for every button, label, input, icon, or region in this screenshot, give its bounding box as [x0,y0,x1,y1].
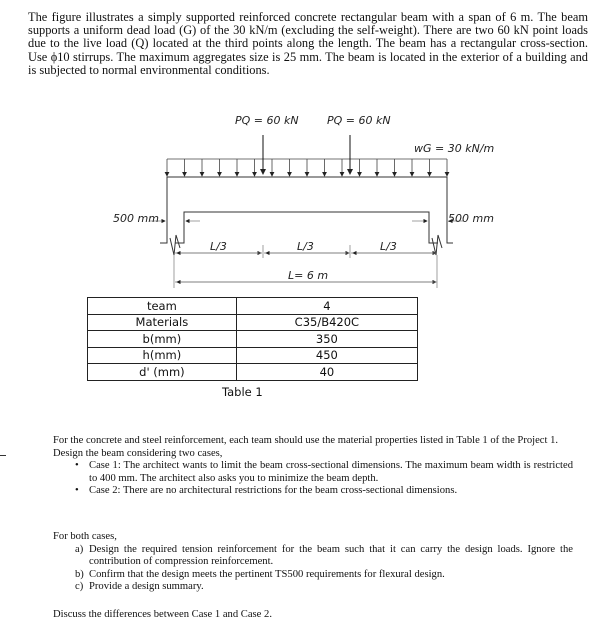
table-value-cell: 350 [236,331,417,348]
case-1-item: • Case 1: The architect wants to limit the beam cross-sectional dimensions. The maximum beam width is restricted to 400 mm. The architect also asks you to minimize the beam depth. [75,460,573,484]
point-load-label-1: PQ = 60 kN [235,114,299,127]
task-marker: c) [75,581,84,593]
both-cases-intro: For both cases, [53,531,117,542]
design-cases-intro: Design the beam considering two cases, [53,447,223,459]
case-2-text: Case 2: There are no architectural restrictions for the beam cross-sectional dimensions. [89,485,458,497]
task-text: Design the required tension reinforcement for the beam such that it can carry the design loads. Ignore the contribution of compression reinforcement. [89,543,573,568]
third-span-label-2: L/3 [297,240,314,253]
left-support-width-label: 500 mm [113,212,159,225]
table-caption: Table 1 [222,385,263,399]
task-item [53,544,573,569]
case-2-item: • Case 2: There are no architectural restrictions for the beam cross-sectional dimensions. [75,485,458,497]
table-value-cell: 40 [236,364,417,381]
distributed-load-label: wG = 30 kN/m [414,142,495,155]
table-row [88,347,418,364]
table-value-cell: 4 [236,298,417,315]
materials-note: For the concrete and steel reinforcement, each team should use the material properties listed in Table 1 of the Project 1. [53,435,559,446]
table-value-cell: 450 [236,347,417,364]
discussion-prompt: Discuss the differences between Case 1 and Case 2. [53,609,272,620]
table-label-cell: Materials [88,314,237,331]
third-span-label-3: L/3 [380,240,397,253]
instructions [53,435,573,498]
table-row [88,314,418,331]
table-row [88,364,418,381]
case-1-text: Case 1: The architect wants to limit the beam cross-sectional dimensions. The maximum beam width is restricted to 400 mm. The architect also asks you to minimize the beam depth. [89,460,573,484]
margin-mark [0,455,6,456]
table-label-cell: d' (mm) [88,364,237,381]
task-marker: a) [75,543,84,555]
table-label-cell: h(mm) [88,347,237,364]
third-span-label-1: L/3 [210,240,227,253]
distributed-load-arrows [167,159,447,176]
right-support-width-label: 500 mm [448,212,494,225]
material-properties-table [87,297,418,381]
table-row [88,298,418,315]
task-text: Provide a design summary. [89,581,204,593]
tasks [53,531,573,594]
task-item [53,569,573,582]
problem-statement: The figure illustrates a simply supported reinforced concrete rectangular beam with a span of 6 m. The beam supports a uniform dead load (G) of the 30 kN/m (excluding the self-weight). There are two 60 kN point loads due to the live load (Q) located at the third points along the length. The beam has a rectangular cross-section. Use ϕ10 stirrups. The maximum aggregates size is 25 mm. The beam is located in the exterior of a building and is subjected to normal environmental conditions. [28,10,588,77]
task-marker: b) [75,568,84,580]
point-load-label-2: PQ = 60 kN [327,114,391,127]
span-length-label: L= 6 m [288,269,329,282]
table-label-cell: team [88,298,237,315]
table-value-cell: C35/B420C [236,314,417,331]
table-row [88,331,418,348]
task-text: Confirm that the design meets the pertinent TS500 requirements for flexural design. [89,568,445,580]
beam-diagram [0,110,613,295]
task-item [53,581,573,594]
table-label-cell: b(mm) [88,331,237,348]
